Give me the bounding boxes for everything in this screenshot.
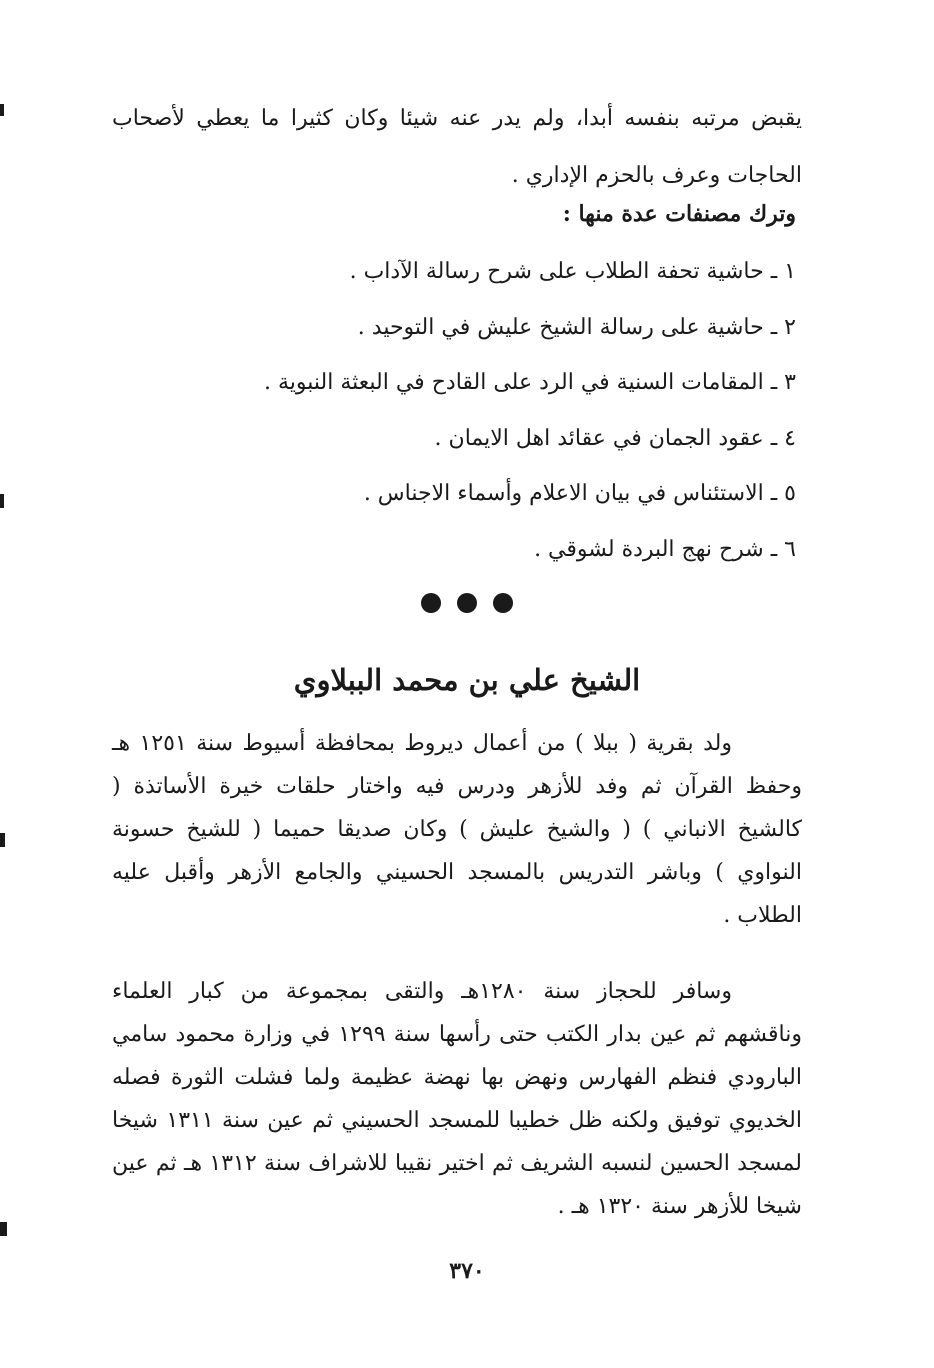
list-item: ١ ـ حاشية تحفة الطلاب على شرح رسالة الآداب . xyxy=(349,259,796,284)
intro-paragraph: يقبض مرتبه بنفسه أبدا، ولم يدر عنه شيئا وكان كثيرا ما يعطي لأصحاب الحاجات وعرف بالحزم الإداري . xyxy=(112,106,802,188)
scan-edge-mark xyxy=(0,1222,7,1236)
scan-edge-mark xyxy=(0,494,4,508)
section-heading: الشيخ علي بن محمد الببلاوي xyxy=(293,663,641,697)
list-item: ٤ ـ عقود الجمان في عقائد اهل الايمان . xyxy=(434,425,796,451)
works-list xyxy=(156,244,796,577)
works-title: وترك مصنفات عدة منها : xyxy=(562,201,796,227)
scan-edge-mark xyxy=(0,833,5,847)
list-item: ٥ ـ الاستئناس في بيان الاعلام وأسماء الاجناس . xyxy=(363,481,796,506)
list-item: ٣ ـ المقامات السنية في الرد على القادح في البعثة النبوية . xyxy=(264,370,796,395)
list-item: ٢ ـ حاشية على رسالة الشيخ عليش في التوحيد . xyxy=(357,314,796,340)
section-separator xyxy=(0,593,934,613)
list-item: ٦ ـ شرح نهج البردة لشوقي . xyxy=(534,536,796,562)
page-number: ٣٧٠ xyxy=(449,1258,485,1284)
biography-paragraph-1: ولد بقرية ( ببلا ) من أعمال ديروط بمحافظة أسيوط سنة ١٢٥١ هـ وحفظ القرآن ثم وفد للأزهر ودرس فيه واختار حلقات خيرة الأساتذة ( كالشيخ الانباني ) ( والشيخ عليش ) وكان صديقا حميما ( للشيخ حسونة النواوي ) وباشر التدريس بالمسجد الحسيني والجامع الأزهر وأقبل عليه الطلاب . xyxy=(112,731,802,928)
separator-dot-icon xyxy=(493,593,513,613)
biography-paragraph-2: وسافر للحجاز سنة ١٢٨٠هـ والتقى بمجموعة من كبار العلماء وناقشهم ثم عين بدار الكتب حتى رأسها سنة ١٢٩٩ في وزارة محمود سامي البارودي فنظم الفهارس ونهض بها نهضة عظيمة ولما فشلت الثورة فصله الخديوي توفيق ولكنه ظل خطيبا للمسجد الحسيني ثم عين سنة ١٣١١ شيخا لمسجد الحسين لنسبه الشريف ثم اختير نقيبا للاشراف سنة ١٣١٢ هـ ثم عين شيخا للأزهر سنة ١٣٢٠ هـ . xyxy=(112,979,802,1219)
scan-edge-mark xyxy=(0,104,4,116)
separator-dot-icon xyxy=(457,593,477,613)
separator-dot-icon xyxy=(421,593,441,613)
